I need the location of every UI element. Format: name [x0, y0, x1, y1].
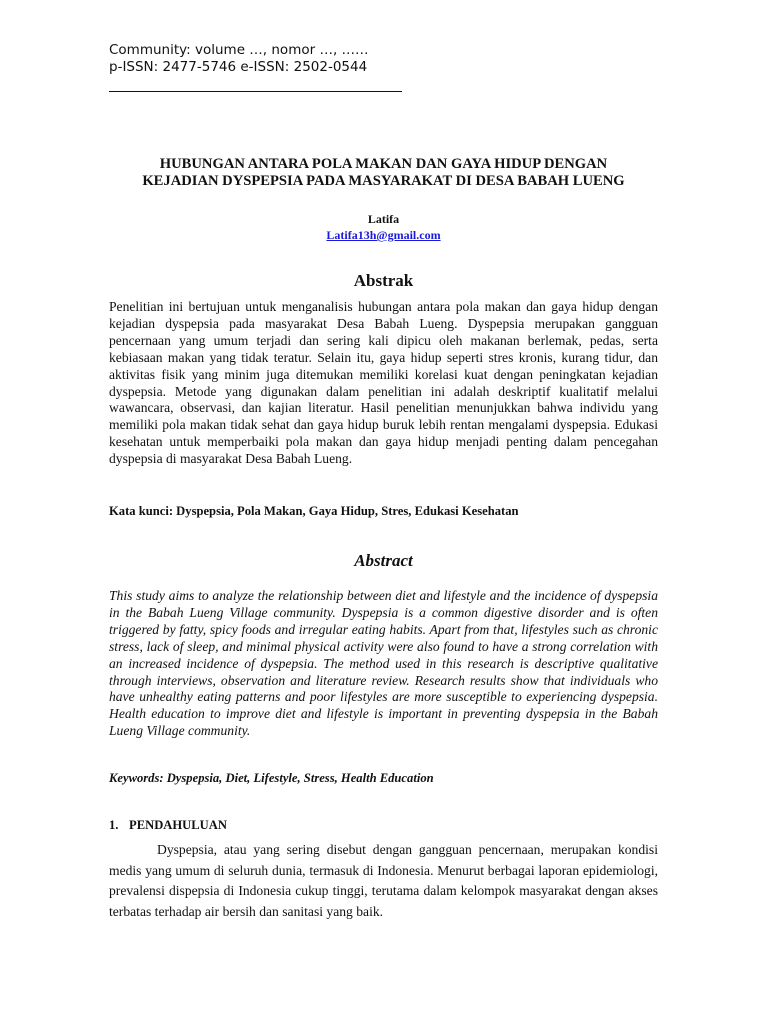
abstract-heading: Abstract	[354, 551, 413, 570]
section-heading-pendahuluan	[109, 817, 658, 833]
keywords: Keywords: Dyspepsia, Diet, Lifestyle, Stress, Health Education	[109, 771, 434, 785]
abstrak-body: Penelitian ini bertujuan untuk menganalisis hubungan antara pola makan dan gaya hidup dengan kejadian dyspepsia pada masyarakat Desa Babah Lueng. Dyspepsia merupakan gangguan pencernaan yang umum terjadi dan sering kali dipicu oleh makanan berlemak, pedas, serta kebiasaan makan yang tidak teratur. Selain itu, gaya hidup seperti stres kronis, kurang tidur, dan aktivitas fisik yang minim juga ditemukan memiliki korelasi kuat dengan peningkatan kejadian dyspepsia. Metode yang digunakan dalam penelitian ini adalah deskriptif kualitatif melalui wawancara, observasi, dan kajian literatur. Hasil penelitian menunjukkan bahwa individu yang memiliki pola makan tidak sehat dan gaya hidup buruk lebih rentan mengalami dyspepsia. Edukasi kesehatan untuk memperbaiki pola makan dan gaya hidup menjadi penting dalam pencegahan dyspepsia di masyarakat Desa Babah Lueng.	[109, 299, 658, 467]
abstrak-heading: Abstrak	[353, 271, 414, 290]
abstract-body: This study aims to analyze the relationship between diet and lifestyle and the incidence of dyspepsia in the Babah Lueng Village community. Dyspepsia is a common digestive disorder and is often triggered by fatty, spicy foods and irregular eating habits. Apart from that, lifestyles such as chronic stress, lack of sleep, and minimal physical activity were also found to have a strong correlation with an increased incidence of dyspepsia. The method used in this research is descriptive qualitative through interviews, observation and literature review. Research results show that individuals who have unhealthy eating patterns and poor lifestyles are more susceptible to experiencing dyspepsia. Health education to improve diet and lifestyle is important in preventing dyspepsia in the Babah Lueng Village community.	[109, 588, 658, 739]
author-email-link[interactable]: Latifa13h@gmail.com	[326, 228, 441, 242]
journal-header	[109, 42, 429, 76]
author-name: Latifa	[367, 212, 400, 226]
kata-kunci: Kata kunci: Dyspepsia, Pola Makan, Gaya Hidup, Stres, Edukasi Kesehatan	[109, 504, 519, 518]
header-rule	[109, 91, 402, 92]
title-line-1: HUBUNGAN ANTARA POLA MAKAN DAN GAYA HIDUP DENGAN	[159, 156, 608, 172]
journal-volume-line: Community: volume …, nomor …, ……	[109, 42, 369, 58]
section-title: PENDAHULUAN	[129, 818, 227, 832]
title-line-2: KEJADIAN DYSPEPSIA PADA MASYARAKAT DI DESA BABAH LUENG	[142, 173, 625, 189]
section-number: 1.	[109, 818, 119, 832]
pendahuluan-paragraph: Dyspepsia, atau yang sering disebut dengan gangguan pencernaan, merupakan kondisi medis yang umum di seluruh dunia, termasuk di Indonesia. Menurut berbagai laporan epidemiologi, prevalensi dispepsia di Indonesia cukup tinggi, terutama dalam kelompok masyarakat dengan akses terbatas terhadap air bersih dan sanitasi yang baik.	[109, 842, 658, 919]
paper-title	[109, 156, 658, 190]
issn-line: p-ISSN: 2477-5746 e-ISSN: 2502-0544	[109, 59, 368, 75]
